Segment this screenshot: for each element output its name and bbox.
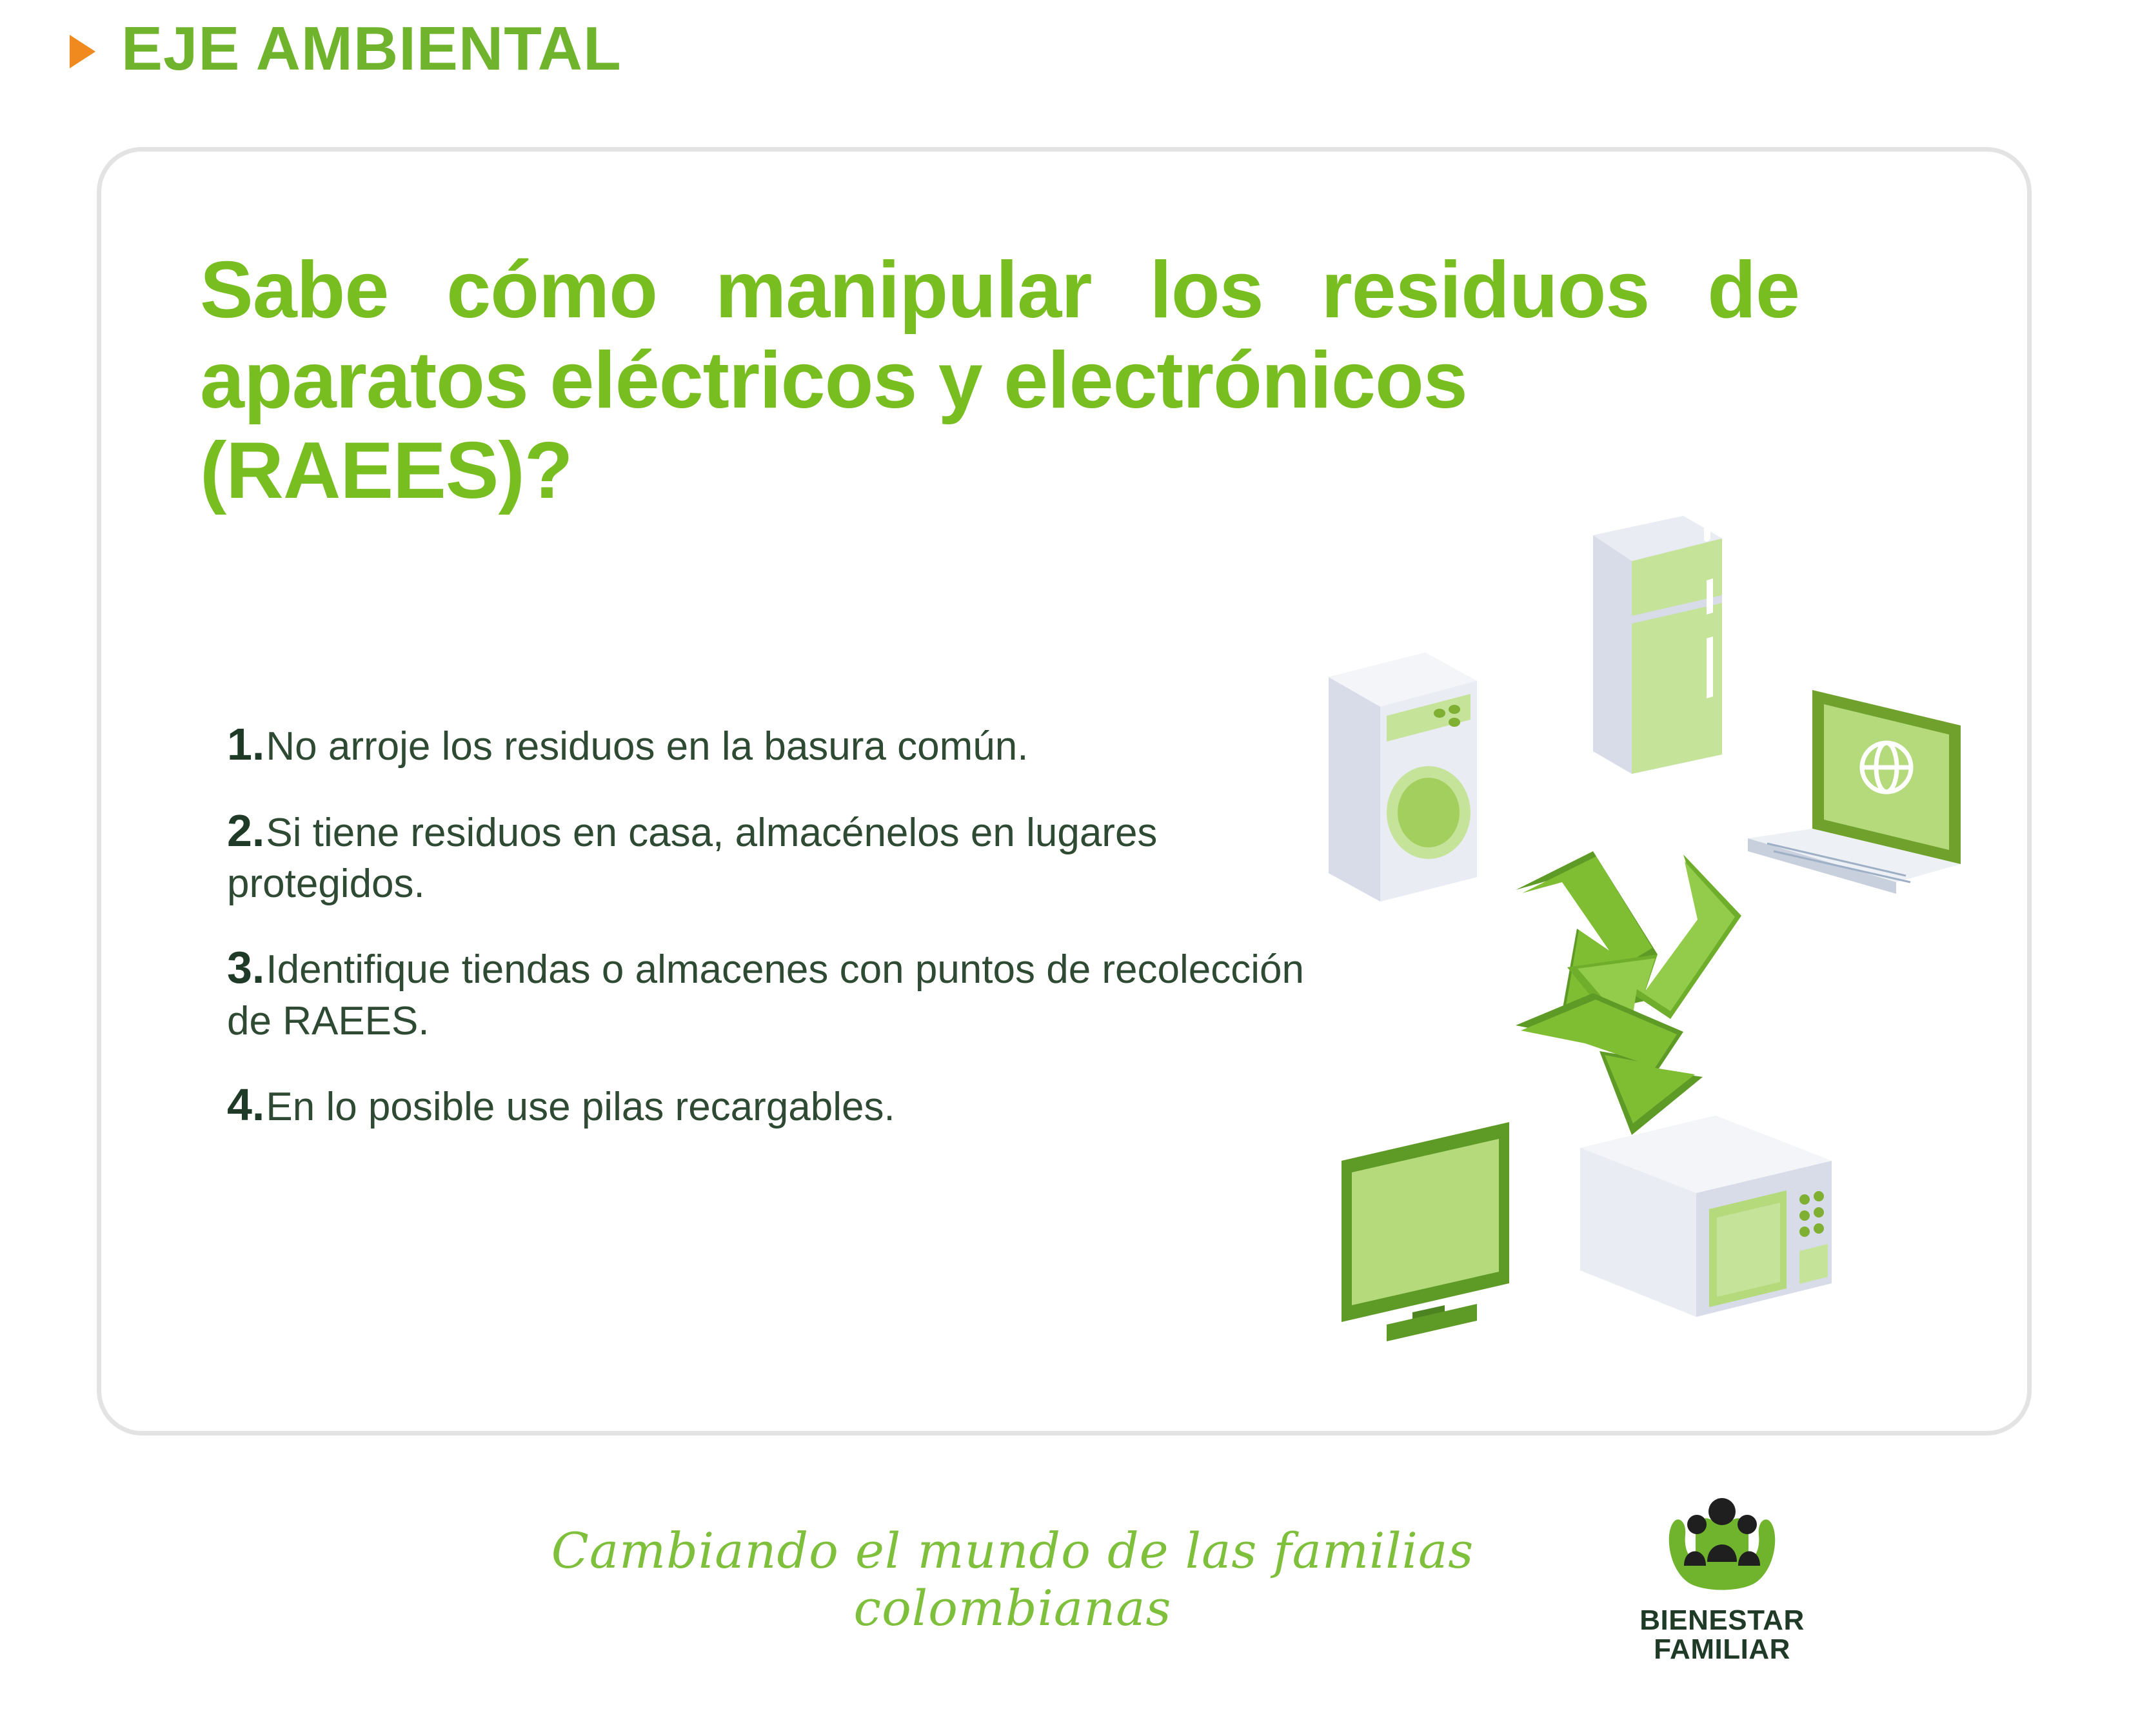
list-item (227, 802, 1323, 909)
card-title-line-3: (RAEES)? (200, 426, 573, 516)
triangle-right-icon (70, 35, 95, 68)
recommendation-list (227, 716, 1323, 1163)
list-item-number: 1. (227, 719, 265, 769)
list-item-label: No arroje los residuos en la basura común. (266, 724, 1029, 769)
hands-family-icon (1661, 1490, 1783, 1599)
logo-line-2: FAMILIAR (1654, 1633, 1790, 1665)
card-title (200, 245, 1799, 516)
list-item (227, 716, 1323, 773)
microwave-icon (1580, 1116, 1832, 1317)
list-item-label: En lo posible use pilas recargables. (266, 1084, 895, 1129)
raees-recycling-illustration (1322, 503, 1980, 1406)
slogan-text: Cambiando el mundo de las familias colombianas (551, 1522, 1474, 1637)
list-item-label: Identifique tiendas o almacenes con puntos de recolección de RAEES. (227, 947, 1304, 1043)
card-title-line-1: Sabe cómo manipular los residuos de (200, 246, 1799, 335)
recycling-arrows-icon (1516, 851, 1741, 1135)
refrigerator-icon (1593, 503, 1722, 774)
list-item-number: 4. (227, 1079, 265, 1130)
television-icon (1342, 1122, 1509, 1341)
card-title-line-2: aparatos eléctricos y electrónicos (200, 336, 1467, 426)
logo-line-1: BIENESTAR (1639, 1604, 1805, 1636)
page-header (70, 14, 622, 83)
bienestar-familiar-logo (1625, 1490, 1819, 1664)
page-title: EJE AMBIENTAL (121, 14, 622, 83)
list-item (227, 1076, 1323, 1133)
laptop-icon (1748, 690, 1961, 894)
list-item-number: 2. (227, 805, 265, 856)
page-footer (0, 1503, 2129, 1696)
list-item-label: Si tiene residuos en casa, almacénelos en lugares protegidos. (227, 811, 1158, 907)
washing-machine-icon (1329, 653, 1477, 902)
list-item (227, 939, 1323, 1046)
list-item-number: 3. (227, 942, 265, 993)
